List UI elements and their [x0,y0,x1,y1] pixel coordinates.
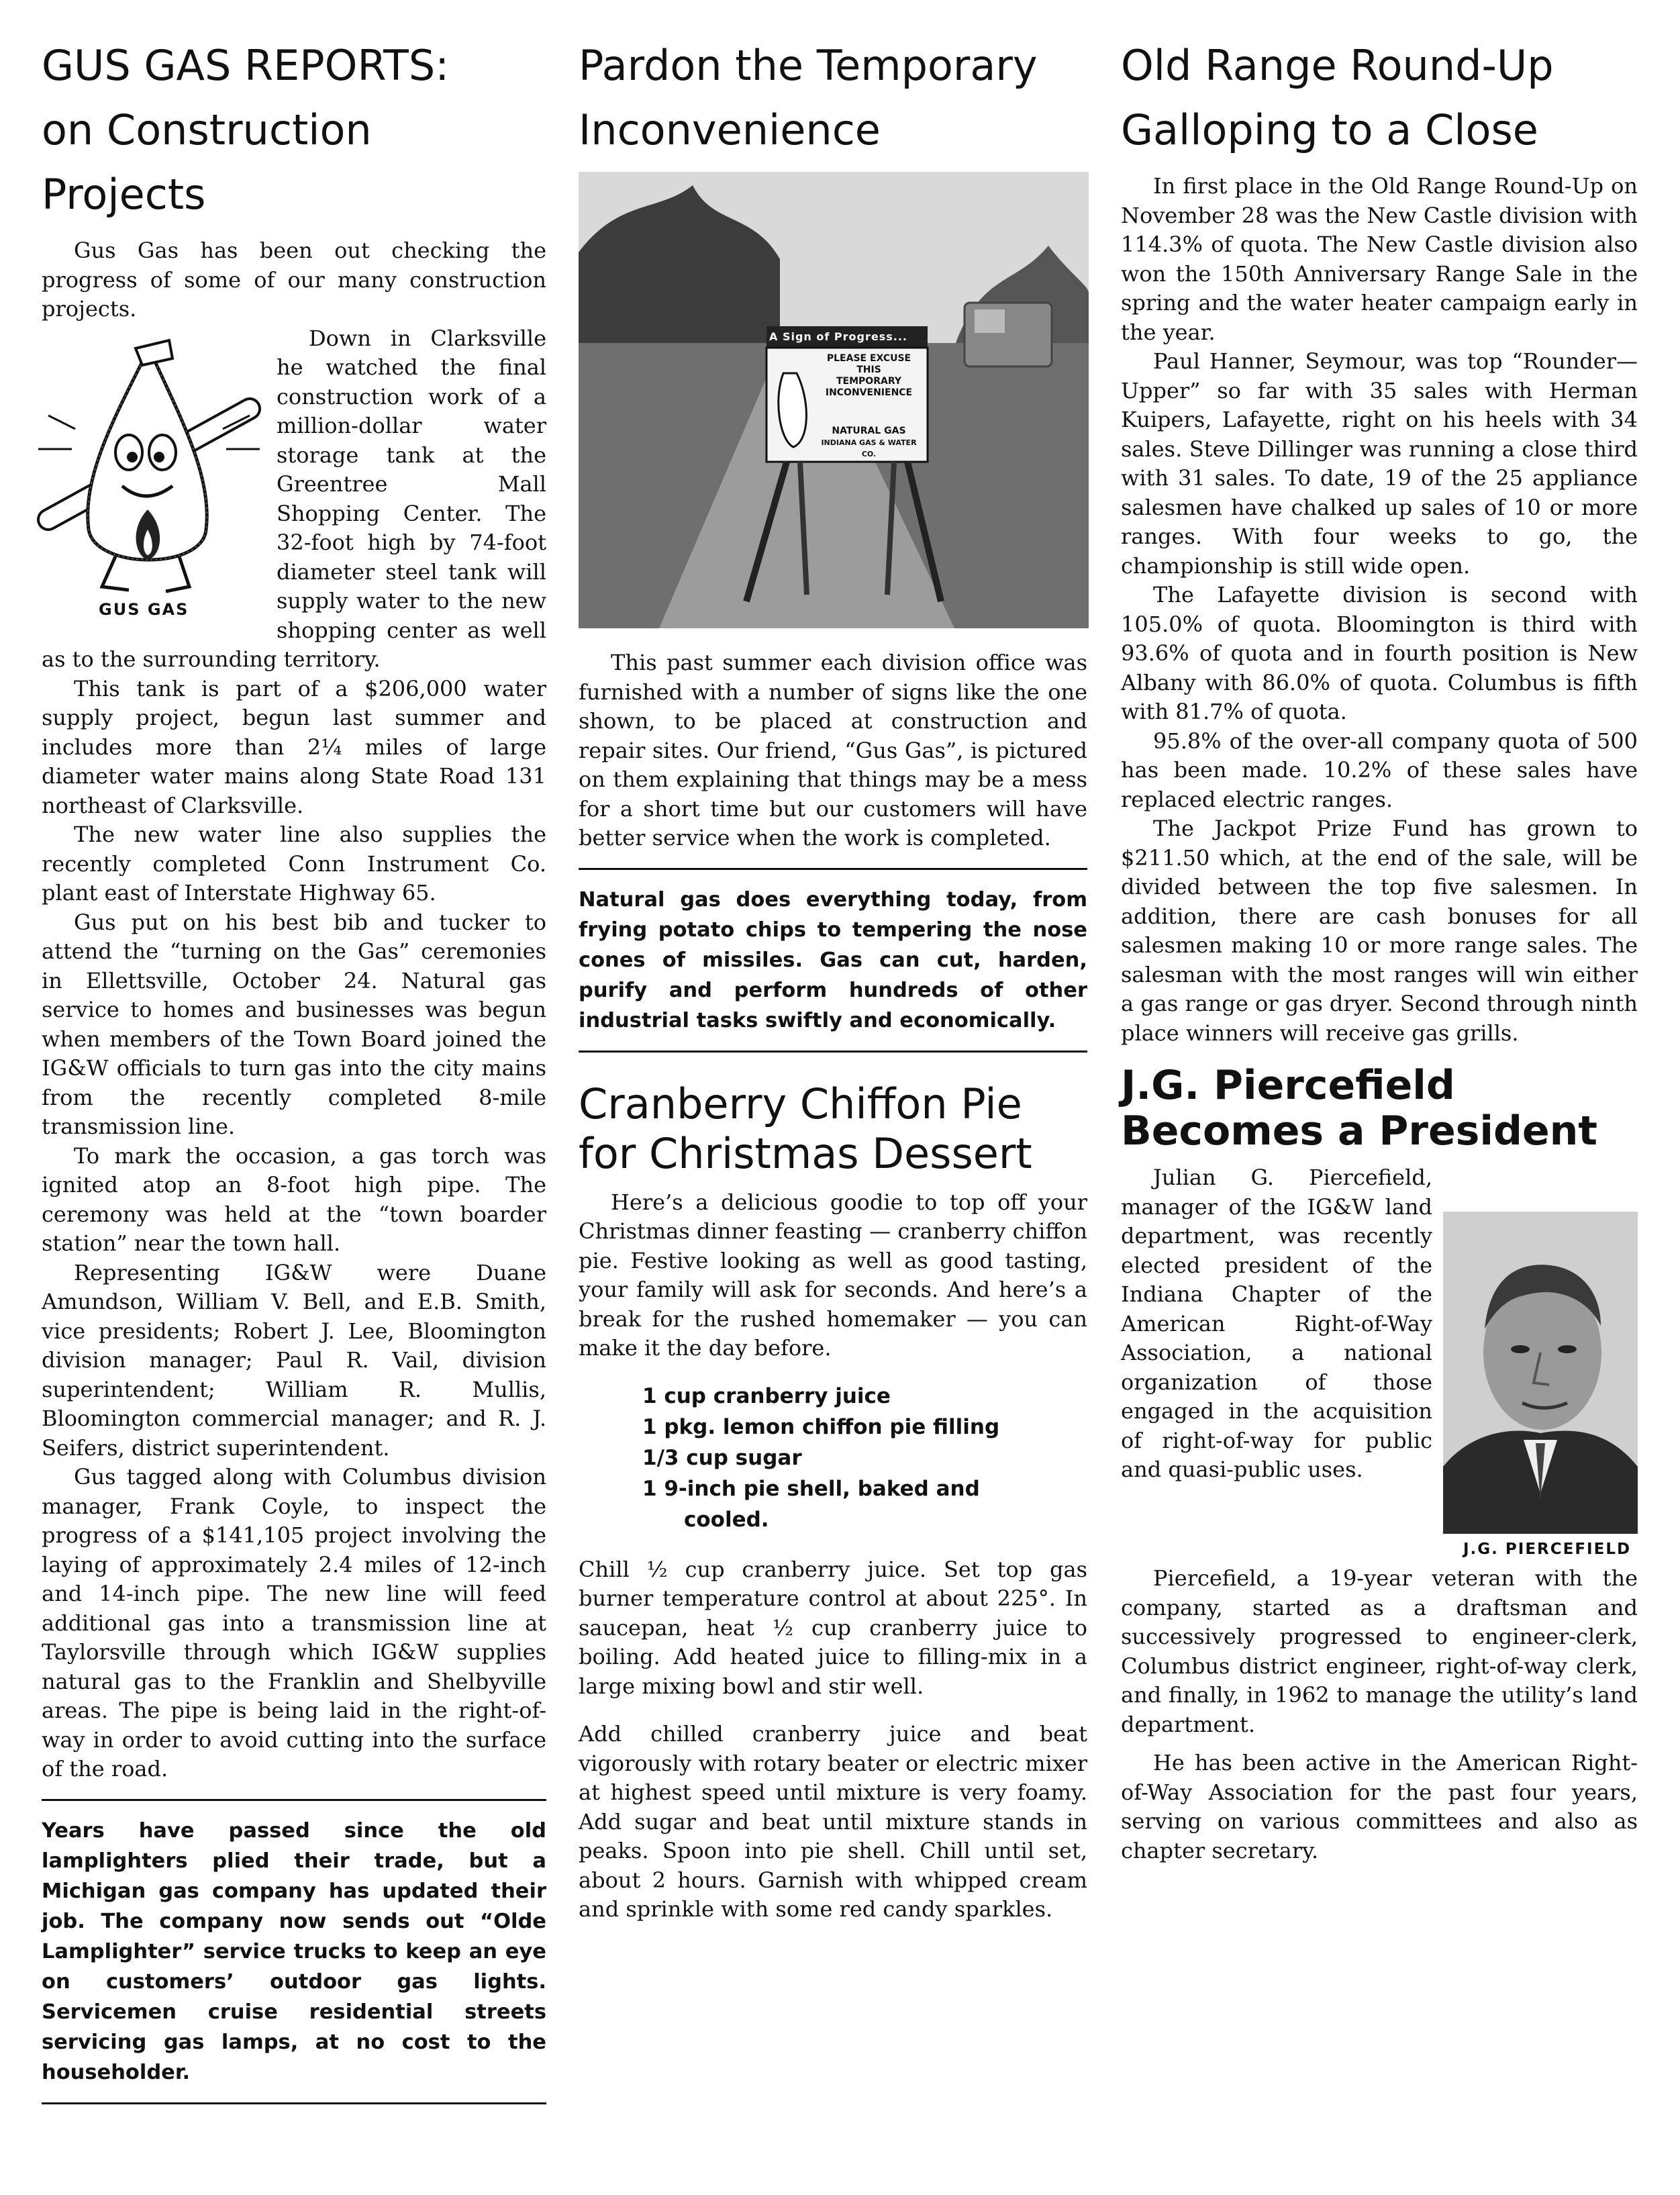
sign-text [813,353,924,460]
paragraph: The Jackpot Prize Fund has grown to $211.50 which, at the end of the sale, will be divided between the top five salesmen. In addition, there are cash bonuses for all salesmen making 10 or more range sales. The salesman with the most ranges will win either a gas range or gas dryer. Second through ninth place winners will receive gas grills. [1121,816,1638,1046]
headline-line1: GUS GAS REPORTS: [42,41,450,90]
column-gus-gas-reports [42,34,546,2119]
paragraph: Paul Hanner, Seymour, was top “Rounder—Upper” so far with 35 sales with Herman Kuipers, Lafayette, right on his heels with 34 sales. Steve Dillinger was running a close third with 31 sales. To date, 19 of the 25 appliance salesmen have chalked up sales of 10 or more ranges. With four weeks to go, the championship is still wide open. [1121,348,1638,579]
construction-sign-photo [579,172,1089,628]
column-pardon-inconvenience [579,34,1087,1924]
portrait-figure [1443,1212,1638,1564]
mascot-caption: GUS GAS [99,599,189,619]
paragraph: Piercefield, a 19-year veteran with the company, started as a draftsman and successively progressed to engineer-clerk, Columbus district engineer, right-of-way clerk, and finally, in 1962 to manage the utility’s land department. [1121,1565,1638,1737]
piercefield-portrait [1443,1212,1638,1534]
sign-line: THIS [856,364,881,375]
divider [579,1051,1087,1053]
sign-line: TEMPORARY [836,376,901,387]
photo-paragraph: This past summer each division office was furnished with a number of signs like the one shown, to be placed at construction and repair sites. Our friend, “Gus Gas”, is pictured on them explaining that things may be a mess for a short time but our customers will have better service when the work is completed. [579,650,1087,850]
paragraph: This tank is part of a $206,000 water supply project, begun last summer and includes more than 2¼ miles of large diameter water mains along State Road 131 northeast of Clarksville. [42,675,546,818]
headline-old-range [1121,34,1638,162]
sign-line: INCONVENIENCE [825,387,913,398]
headline-gus-gas-reports [42,34,546,227]
headline-cranberry-pie [579,1079,1087,1179]
paragraph: Gus put on his best bib and tucker to attend the “turning on the Gas” ceremonies in Ellettsville, October 24. Natural gas service to homes and businesses was begun when members of the Town Board joined the IG&W officials to turn gas into the city mains from the recently completed 8-mile transmission line. [42,909,546,1139]
sign-line: NATURAL GAS [832,426,906,436]
paragraph: In first place in the Old Range Round-Up on November 28 was the New Castle division with 114.3% of quota. The New Castle division also won the 150th Anniversary Range Sale in the spring and the water heater campaign early in the year. [1121,173,1638,345]
paragraph: Down in Clarksville he watched the final construction work of a million-dollar water storage tank at the Greentree Mall Shopping Center. The 32-foot high by 74-foot diameter steel tank will supply water to the new shopping center as well as to the surrounding territory. [42,325,546,672]
paragraph: Representing IG&W were Duane Amundson, William V. Bell, and E.B. Smith, vice presidents; Robert J. Lee, Bloomington division manager; Paul R. Vail, division superintendent; William R. Mullis, Bloomington commercial manager; and R. J. Seifers, district superintendent. [42,1259,546,1461]
ingredient-item: 1 pkg. lemon chiffon pie filling [642,1414,1000,1439]
recipe-intro: Here’s a delicious goodie to top off your Christmas dinner feasting — cranberry chiffon pie. Festive looking as well as good tasting, your family will ask for seconds. And here’s a break for the rushed homemaker — you can make it the day before. [579,1189,1087,1361]
headline-line1: Pardon the Temporary [579,41,1038,90]
mascot-figure [35,328,270,630]
ingredient-item: cooled. [684,1507,769,1532]
paragraph: To mark the occasion, a gas torch was ignited atop an 8-foot high pipe. The ceremony was held at the “town boarder station” near the town hall. [42,1142,546,1256]
ingredient-item: 1/3 cup sugar [642,1445,802,1470]
paragraph: The Lafayette division is second with 105.0% of quota. Bloomington is third with 93.6% of quota and in fourth position is New Albany with 86.0% of quota. Columbus is fifth with 81.7% of quota. [1121,582,1638,724]
ingredient-item: 1 cup cranberry juice [642,1383,891,1408]
sign-banner: A Sign of Progress... [769,330,907,343]
ingredient-list [579,1381,1087,1535]
divider [42,2102,546,2104]
recipe-step: Chill ½ cup cranberry juice. Set top gas burner temperature control at about 225°. In saucepan, heat ½ cup cranberry juice to boiling. Add heated juice to filling-mix in a large mixing bowl and stir well. [579,1556,1087,1699]
headline-line2: for Christmas Dessert [579,1128,1032,1178]
paragraph: He has been active in the American Right-of-Way Association for the past four years, serving on various committees and also as chapter secretary. [1121,1750,1638,1863]
ingredient-item: 1 9-inch pie shell, baked and [642,1476,980,1501]
paragraph: 95.8% of the over-all company quota of 500 has been made. 10.2% of these sales have replaced electric ranges. [1121,728,1638,812]
paragraph: Gus tagged along with Columbus division manager, Frank Coyle, to inspect the progress of a $141,105 project involving the laying of approximately 2.4 miles of 12-inch and 14-inch pipe. The new line will feed additional gas into a transmission line at Taylorsville through which IG&W supplies natural gas to the Franklin and Shelbyville areas. The pipe is being laid in the right-of-way in order to avoid cutting into the surface of the road. [42,1464,546,1782]
paragraph: The new water line also supplies the recently completed Conn Instrument Co. plant east of Interstate Highway 65. [42,822,546,906]
natural-gas-note: Natural gas does everything today, from frying potato chips to tempering the nose cones of missiles. Gas can cut, harden, purify and perform hundreds of other industrial tasks swiftly and economically. [579,887,1087,1032]
divider [42,1799,546,1801]
headline-piercefield [1121,1063,1638,1154]
headline-line1: Cranberry Chiffon Pie [579,1079,1022,1128]
lamplighter-note: Years have passed since the old lamplighters plied their trade, but a Michigan gas company has updated their job. The company now sends out “Olde Lamplighter” service trucks to keep an eye on customers’ outdoor gas lights. Servicemen cruise residential streets servicing gas lamps, at no cost to the householder. [42,1818,546,2084]
portrait-caption: J.G. PIERCEFIELD [1463,1541,1632,1558]
divider [579,868,1087,870]
column-old-range-roundup [1121,34,1638,1865]
paragraph: Julian G. Piercefield, manager of the IG&W land department, was recently elected president of the Indiana Chapter of the American Right-of-Way Association, a national organization of those engaged in the acquisition of right-of-way for public and quasi-public uses. [1121,1165,1432,1482]
paragraph: Gus Gas has been out checking the progress of some of our many construction projects. [42,238,546,322]
headline-line2: Inconvenience [579,105,881,154]
headline-line2: on Construction Projects [42,105,372,219]
gus-gas-mascot-illustration [35,328,263,597]
headline-line2: Galloping to a Close [1121,105,1538,154]
sign-line: INDIANA GAS & WATER CO. [821,438,917,458]
sign-line: PLEASE EXCUSE [826,353,911,364]
headline-line2: Becomes a President [1121,1108,1597,1155]
headline-pardon [579,34,1087,162]
headline-line1: J.G. Piercefield [1121,1062,1455,1109]
headline-line1: Old Range Round-Up [1121,41,1554,90]
recipe-step: Add chilled cranberry juice and beat vigorously with rotary beater or electric mixer at highest speed until mixture is very foamy. Add sugar and beat until mixture stands in peaks. Spoon into pie shell. Chill until set, about 2 hours. Garnish with whipped cream and sprinkle with some red candy sparkles. [579,1721,1087,1922]
